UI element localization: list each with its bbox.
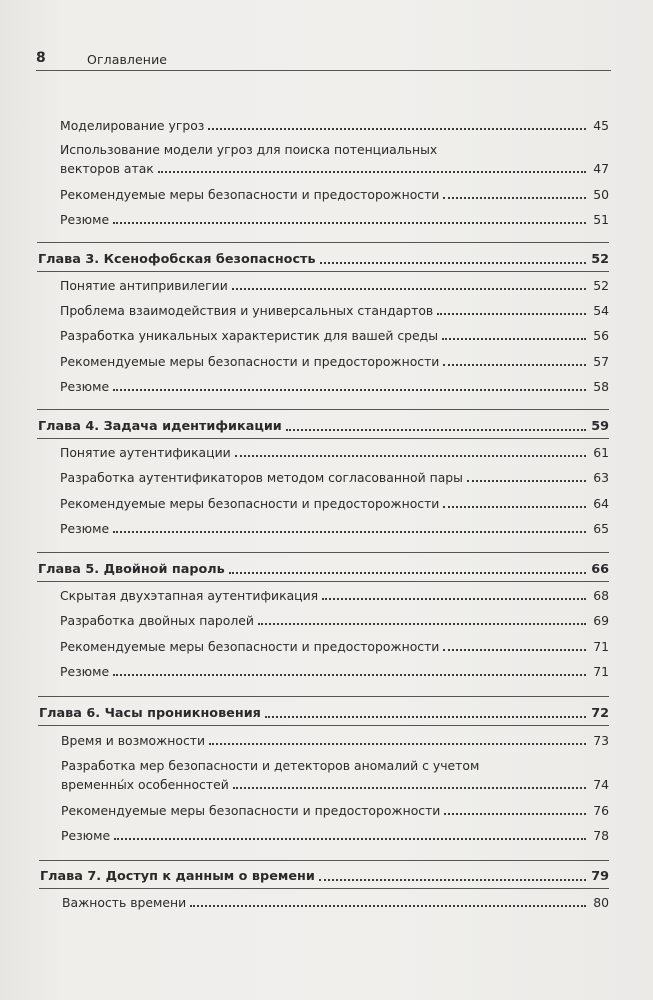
dot-leader <box>467 480 586 482</box>
toc-entry <box>60 302 609 319</box>
toc-entry <box>62 894 609 911</box>
dot-leader <box>229 572 586 574</box>
toc-entry-title: Рекомендуемые меры безопасности и предосторожности <box>60 496 440 511</box>
toc-chapter-title: Глава 6. Часы проникновения <box>39 706 261 721</box>
toc-chapter-title: Глава 5. Двойной пароль <box>38 562 225 577</box>
toc-entry-page: 74 <box>593 777 609 792</box>
toc-chapter-page: 79 <box>591 869 609 884</box>
dot-leader <box>114 838 586 840</box>
toc-entry <box>60 612 609 629</box>
toc-entry-page: 52 <box>593 278 609 293</box>
toc-entry-title: Разработка аутентификаторов методом согласованной пары <box>60 470 463 485</box>
toc-entry-title: Важность времени <box>62 895 187 910</box>
dot-leader <box>444 813 586 815</box>
toc-entry-page: 76 <box>593 803 609 818</box>
dot-leader <box>235 455 586 457</box>
toc-entry-title: Проблема взаимодействия и универсальных стандартов <box>60 303 434 318</box>
toc-entry-title: временны́х особенностей <box>61 777 229 792</box>
toc-entry <box>60 277 609 294</box>
toc-entry-page: 63 <box>593 470 609 485</box>
toc-entry-title: Рекомендуемые меры безопасности и предосторожности <box>60 187 440 202</box>
toc-entry-page: 58 <box>593 379 609 394</box>
toc-chapter <box>38 561 609 578</box>
toc-entry <box>61 776 609 793</box>
dot-leader <box>442 338 586 340</box>
dot-leader <box>443 197 586 199</box>
dot-leader <box>443 364 586 366</box>
dot-leader <box>190 905 586 907</box>
toc-chapter <box>38 418 609 435</box>
dot-leader <box>208 128 586 130</box>
toc-entry-page: 80 <box>593 895 609 910</box>
toc-entry-page: 47 <box>593 161 609 176</box>
toc-entry <box>60 160 609 177</box>
dot-leader <box>233 787 586 789</box>
toc-entry-page: 57 <box>593 354 609 369</box>
toc-entry-title: Понятие аутентификации <box>60 445 231 460</box>
toc-entry-title: Разработка двойных паролей <box>60 613 254 628</box>
toc-entry-page: 73 <box>593 733 609 748</box>
toc-entry-page: 56 <box>593 328 609 343</box>
dot-leader <box>113 222 586 224</box>
toc-entry <box>60 327 609 344</box>
toc-entry-title: Рекомендуемые меры безопасности и предосторожности <box>60 639 440 654</box>
toc-entry <box>61 732 609 749</box>
toc-entry-title: Резюме <box>60 379 110 394</box>
dot-leader <box>320 262 586 264</box>
toc-entry-title: Рекомендуемые меры безопасности и предосторожности <box>60 354 440 369</box>
dot-leader <box>443 506 586 508</box>
toc-chapter-title: Глава 3. Ксенофобская безопасность <box>38 252 316 267</box>
toc-entry-page: 69 <box>593 613 609 628</box>
toc-entry <box>60 587 609 604</box>
toc-entry <box>60 495 609 512</box>
section-divider <box>37 552 609 553</box>
dot-leader <box>209 743 586 745</box>
dot-leader <box>113 531 586 533</box>
toc-chapter <box>39 705 609 722</box>
toc-entry-title: Рекомендуемые меры безопасности и предосторожности <box>61 803 441 818</box>
section-divider <box>39 860 609 861</box>
toc-entry-page: 78 <box>593 828 609 843</box>
toc-entry <box>60 663 609 680</box>
toc-entry <box>60 638 609 655</box>
running-title: Оглавление <box>87 52 168 67</box>
dot-leader <box>322 598 586 600</box>
toc-entry-title: Время и возможности <box>61 733 206 748</box>
toc-entry <box>60 469 609 486</box>
toc-entry-page: 54 <box>593 303 609 318</box>
toc-chapter-page: 72 <box>591 706 609 721</box>
toc-entry-page: 71 <box>593 639 609 654</box>
dot-leader <box>258 623 586 625</box>
page-number: 8 <box>36 50 46 66</box>
toc-chapter <box>40 868 609 885</box>
section-divider <box>37 438 609 439</box>
toc-entry <box>60 444 609 461</box>
toc-entry-first-line: Использование модели угроз для поиска потенциальных <box>60 142 438 157</box>
toc-chapter-page: 59 <box>591 419 609 434</box>
toc-entry <box>60 186 609 203</box>
toc-entry-page: 71 <box>593 664 609 679</box>
toc-entry-title: Резюме <box>61 828 111 843</box>
toc-entry-page: 64 <box>593 496 609 511</box>
dot-leader <box>286 429 586 431</box>
toc-chapter-title: Глава 7. Доступ к данным о времени <box>40 869 315 884</box>
toc-entry-title: векторов атак <box>60 161 154 176</box>
section-divider <box>37 242 609 243</box>
toc-entry <box>61 827 609 844</box>
dot-leader <box>158 171 586 173</box>
dot-leader <box>437 313 586 315</box>
section-divider <box>39 888 609 889</box>
section-divider <box>38 725 609 726</box>
toc-entry-page: 51 <box>593 212 609 227</box>
section-divider <box>38 696 609 697</box>
dot-leader <box>113 389 586 391</box>
section-divider <box>37 409 609 410</box>
toc-entry-title: Резюме <box>60 212 110 227</box>
toc-entry-title: Понятие антипривилегии <box>60 278 228 293</box>
dot-leader <box>319 879 586 881</box>
toc-entry <box>61 802 609 819</box>
toc-entry-title: Скрытая двухэтапная аутентификация <box>60 588 319 603</box>
section-divider <box>37 581 609 582</box>
dot-leader <box>113 674 586 676</box>
toc-entry-title: Резюме <box>60 664 110 679</box>
toc-entry <box>60 353 609 370</box>
toc-entry <box>60 378 609 395</box>
toc-entry-page: 45 <box>593 118 609 133</box>
toc-entry-title: Резюме <box>60 521 110 536</box>
toc-chapter <box>38 251 609 268</box>
dot-leader <box>265 716 586 718</box>
dot-leader <box>232 288 586 290</box>
toc-chapter-title: Глава 4. Задача идентификации <box>38 419 282 434</box>
toc-entry <box>60 211 609 228</box>
toc-entry-page: 68 <box>593 588 609 603</box>
toc-entry-page: 61 <box>593 445 609 460</box>
dot-leader <box>443 649 586 651</box>
toc-entry-title: Моделирование угроз <box>60 118 205 133</box>
toc-entry-first-line: Разработка мер безопасности и детекторов аномалий с учетом <box>61 758 480 773</box>
toc-entry-page: 65 <box>593 521 609 536</box>
toc-chapter-page: 66 <box>591 562 609 577</box>
toc-entry <box>60 117 609 134</box>
toc-entry-page: 50 <box>593 187 609 202</box>
toc-entry-title: Разработка уникальных характеристик для вашей среды <box>60 328 439 343</box>
toc-chapter-page: 52 <box>591 252 609 267</box>
toc-entry <box>60 520 609 537</box>
section-divider <box>37 271 609 272</box>
